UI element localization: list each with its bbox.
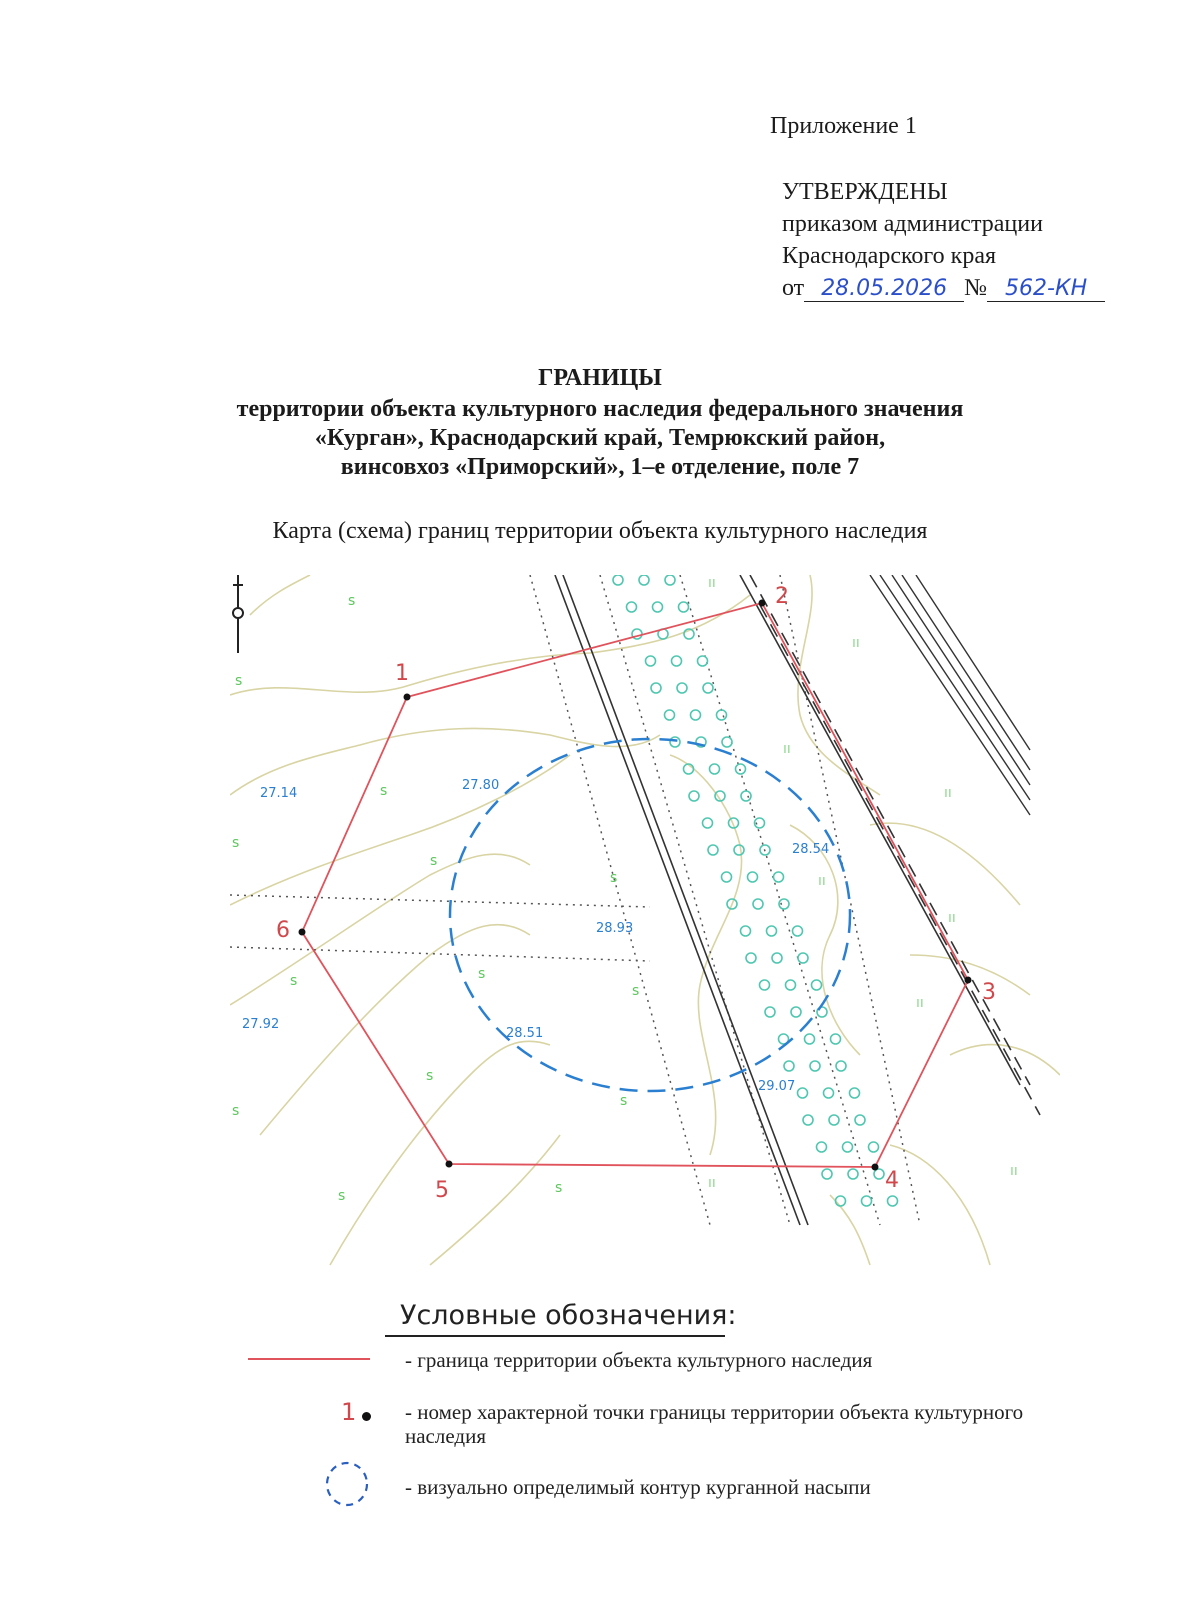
legend-point-number: 1 [341,1398,357,1426]
grass-symbol: s [478,966,486,982]
tree-symbol [805,1034,815,1044]
tree-symbol [810,1061,820,1071]
tree-symbol [836,1196,846,1206]
grass-symbol: s [380,783,388,799]
boundary-point-3 [965,977,972,984]
title-line-2: «Курган», Краснодарский край, Темрюкский район, [314,425,886,451]
grass-symbol: ıı [708,1175,716,1191]
elevation-mark: 27.80 [462,778,500,793]
grass-symbol: s [232,1103,240,1119]
tree-plantation-symbols [613,575,898,1206]
grass-symbol: s [610,870,618,886]
grass-symbol: ıı [944,785,952,801]
tree-symbol [862,1196,872,1206]
approved-region-line: Краснодарского края [782,243,997,269]
grass-symbol: ıı [708,575,716,591]
field-boundary-dotted-lines [230,575,920,1225]
tree-symbol [772,953,782,963]
grass-symbol: s [290,973,298,989]
tree-symbol [722,737,732,747]
tree-symbol [822,1169,832,1179]
appendix-label: Приложение 1 [770,113,917,139]
grass-symbol: ıı [818,873,826,889]
tree-symbol [836,1061,846,1071]
tree-symbol [741,791,751,801]
tree-symbol [748,872,758,882]
tree-symbol [665,575,675,585]
number-field [987,276,1105,302]
tree-symbol [639,575,649,585]
handwritten-number: 562-КН [1005,276,1088,301]
handwritten-date: 28.05.2026 [821,276,948,301]
number-prefix: № [964,275,988,301]
legend-boundary-text: - граница территории объекта культурного наследия [405,1348,873,1372]
tree-symbol [679,602,689,612]
document-title: ГРАНИЦЫ [538,365,662,391]
grass-symbol: ıı [852,635,860,651]
grass-symbol: s [632,983,640,999]
boundary-point-label-3: 3 [982,980,996,1005]
legend-point-dot [362,1412,371,1421]
boundary-point-2 [759,600,766,607]
tree-symbol [765,1007,775,1017]
elevation-mark: 27.92 [242,1017,280,1032]
boundary-point-label-5: 5 [435,1178,449,1203]
elevation-mark: 28.93 [596,921,634,936]
tree-symbol [888,1196,898,1206]
elevation-mark: 28.51 [506,1026,544,1041]
boundary-point-5 [446,1161,453,1168]
tree-symbol [672,656,682,666]
tree-symbol [717,710,727,720]
grass-symbol: s [348,593,356,609]
approval-date-number-line [782,272,1105,304]
tree-symbol [710,764,720,774]
tree-symbol [741,926,751,936]
elevation-mark: 27.14 [260,786,298,801]
road-lines [555,575,1040,1225]
tree-symbol [855,1115,865,1125]
approved-by-line: приказом администрации [782,211,1043,237]
tree-symbol [874,1169,884,1179]
tree-symbol [843,1142,853,1152]
tree-symbol [651,683,661,693]
tree-symbol [703,818,713,828]
grass-symbol: s [235,673,243,689]
date-prefix: от [782,275,805,301]
boundary-point-6 [299,929,306,936]
tree-symbol [670,737,680,747]
tree-symbol [850,1088,860,1098]
legend-mound-swatch [323,1459,371,1509]
tree-symbol [665,710,675,720]
legend-point-text: - номер характерной точки границы территории объекта культурного наследия [405,1400,1024,1448]
grass-symbols [232,575,1018,1204]
tree-symbol [653,602,663,612]
legend-title-underline [385,1335,725,1337]
tree-symbol [736,764,746,774]
legend-point-symbol [341,1398,371,1426]
legend-mound-text: - визуально определимый контур курганной насыпи [405,1475,871,1499]
tree-symbol [793,926,803,936]
elevation-mark: 29.07 [758,1079,796,1094]
grass-symbol: s [430,853,438,869]
grass-symbol: s [426,1068,434,1084]
tree-symbol [824,1088,834,1098]
tree-symbol [798,1088,808,1098]
boundary-point-label-2: 2 [775,584,789,609]
grass-symbol: s [232,835,240,851]
approved-heading: УТВЕРЖДЕНЫ [782,179,948,205]
railway-lines [870,575,1030,815]
tree-symbol [760,980,770,990]
tree-symbol [786,980,796,990]
boundary-map [230,575,1060,1275]
tree-symbol [746,953,756,963]
boundary-point-label-6: 6 [276,918,290,943]
tree-symbol [722,872,732,882]
title-line-1: территории объекта культурного наследия федерального значения [236,396,964,422]
boundary-point-4 [872,1164,879,1171]
tree-symbol [627,602,637,612]
legend-boundary-swatch [248,1358,370,1360]
tree-symbol [646,656,656,666]
grass-symbol: ıı [948,910,956,926]
tree-symbol [784,1061,794,1071]
tree-symbol [691,710,701,720]
grass-symbol: s [620,1093,628,1109]
tree-symbol [848,1169,858,1179]
tree-symbol [689,791,699,801]
legend-title: Условные обозначения: [400,1300,737,1331]
grass-symbol: ıı [783,741,791,757]
north-arrow [233,575,243,653]
tree-symbol [869,1142,879,1152]
tree-symbol [698,656,708,666]
elevation-mark: 28.54 [792,842,830,857]
boundary-point-1 [404,694,411,701]
grass-symbol: s [555,1180,563,1196]
tree-symbol [753,899,763,909]
grass-symbol: s [338,1188,346,1204]
tree-symbol [812,980,822,990]
approval-block [782,176,1105,304]
title-line-3: винсовхоз «Приморский», 1–е отделение, поле 7 [340,454,860,480]
tree-symbol [798,953,808,963]
tree-symbol [791,1007,801,1017]
tree-symbol [613,575,623,585]
tree-symbol [677,683,687,693]
tree-symbol [767,926,777,936]
tree-symbol [829,1115,839,1125]
boundary-point-label-4: 4 [885,1168,899,1193]
tree-symbol [774,872,784,882]
tree-symbol [708,845,718,855]
tree-symbol [734,845,744,855]
map-subtitle: Карта (схема) границ территории объекта культурного наследия [272,518,928,544]
date-field [804,276,964,302]
tree-symbol [703,683,713,693]
tree-symbol [831,1034,841,1044]
boundary-points [276,584,996,1203]
tree-symbol [817,1142,827,1152]
boundary-point-label-1: 1 [395,661,409,686]
grass-symbol: ıı [916,995,924,1011]
grass-symbol: ıı [1010,1163,1018,1179]
tree-symbol [803,1115,813,1125]
